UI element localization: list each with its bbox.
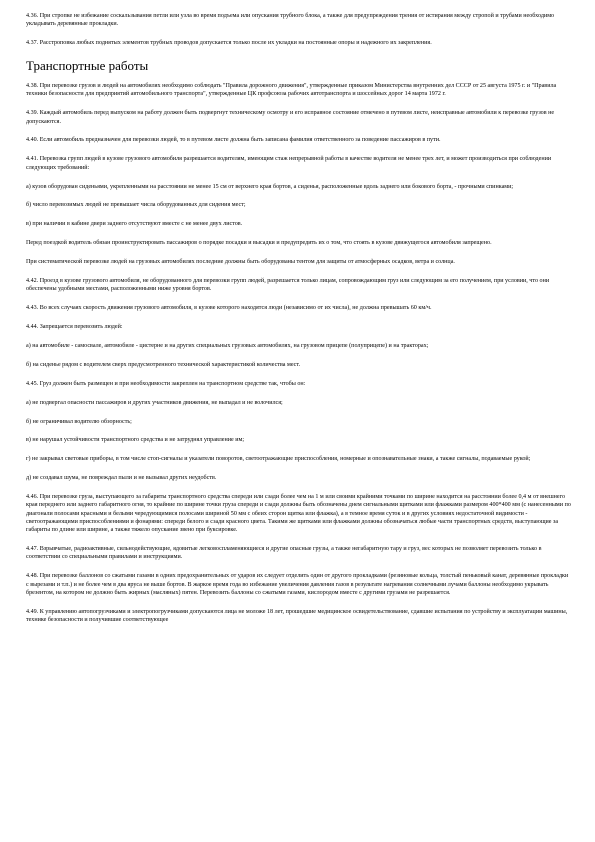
list-item-v: в) не нарушал устойчивости транспортного средства и не затруднял управление им; — [26, 437, 245, 444]
list-item-b: б) на сиденье рядом с водителем сверх предусмотренного технической характеристикой количества мест. — [26, 361, 301, 368]
paragraph-4-40: 4.40. Если автомобиль предназначен для перевозки людей, то в путевом листе должна быть записана фамилия ответственного за поведение пассажиров в пути. — [26, 137, 441, 144]
paragraph-instruction: Перед поездкой водитель обязан проинструктировать пассажиров о порядке посадки и высадки и предупредить их о том, что стоять в кузове движущегося автомобиля запрещено. — [26, 240, 492, 247]
paragraph-4-37: 4.37. Расстроповка любых поднятых элементов трубных проводов допускается только после их укладки на постоянные опоры и надежного их закрепления. — [26, 40, 432, 47]
paragraph-4-41: 4.41. Перевозка групп людей в кузове грузового автомобиля разрешается водителям, имеющим стаж непрерывной работы в качестве водителя не менее трех лет, и может производиться при соблюдении следующих требований: — [26, 156, 552, 171]
paragraph-4-45: 4.45. Груз должен быть размещен и при необходимости закреплен на транспортном средстве так, чтобы он: — [26, 380, 306, 387]
list-item-a: а) кузов оборудован сиденьями, укрепленными на расстоянии не менее 15 см от верхнего края бортов, а сиденья, расположенные вдоль заднего или бокового борта, - прочными спинками; — [26, 183, 514, 190]
list-item-g: г) не закрывал световые приборы, в том числе стоп-сигналы и указатели поворотов, светоотражающие приспособления, номерные и опознавательные знаки, а также сигналы, подаваемые рукой; — [26, 456, 531, 463]
list-item-v: в) при наличии в кабине двери заднего отсутствуют вместе с не менее двух листов. — [26, 221, 243, 228]
paragraph-4-38: 4.38. При перевозке грузов и людей на автомобилях необходимо соблюдать "Правила дорожного движения", утвержденные приказом Министерства внутренних дел СССР от 25 августа 1975 г. и "Правила техники безопасности для предприятий автомобильного транспорта", утвержденные ЦК профсоюза рабочих автотранспорта и шоссейных дорог 14 марта 1972 г. — [26, 83, 557, 98]
paragraph-4-42: 4.42. Проезд в кузове грузового автомобиля, не оборудованного для перевозки групп людей, разрешается только лицам, сопровождающим груз или следующим за его получением, при условии, что они обеспечены удобными местами, расположенными ниже уровня бортов. — [26, 277, 550, 293]
list-item-a: а) на автомобиле - самосвале, автомобиле - цистерне и на других специальных грузовых автомобилях, на грузовом прицепе (полуприцепе) и на тракторах; — [26, 342, 429, 349]
paragraph-4-44: 4.44. Запрещается перевозить людей: — [26, 324, 123, 331]
section-heading: Транспортные работы — [26, 58, 149, 74]
paragraph-4-49: 4.49. К управлению автопогрузчиками и электропогрузчиками допускаются лица не моложе 18 лет, прошедшие медицинское освидетельствование, сдавшие испытания по устройству и эксплуатации машины, технике безопасности и получившие соответствующее — [26, 608, 568, 624]
list-item-a: а) не подвергал опасности пассажиров и других участников движения, не выпадал и не волочился; — [26, 399, 283, 406]
paragraph-4-36: 4.36. При стропке не избежание соскальзывания петли или узла во время подъема или опускания трубного блока, а также для предупреждения трения от истирания между стропой и трубами необходимо укладывать деревянные прокладки. — [26, 13, 555, 28]
paragraph-systematic: При систематической перевозке людей на грузовых автомобилях последние должны быть оборудованы тентом для защиты от атмосферных осадков, ветра и солнца. — [26, 259, 455, 266]
paragraph-4-46: 4.46. При перевозке груза, выступающего за габариты транспортного средства спереди или сзади более чем на 1 м или своими крайними точками по ширине находится на расстоянии более 0,4 м от внешнего края переднего или заднего габаритного огня, то крайние по ширине точки груза спереди и сзади должны быть обозначены днем сигнальными щитками или флажками размером 400*400 мм (с нанесенными по диагонали полосами красными и белыми чередующимися полосами шириной 50 мм с обеих сторон щитка или флажка), а в темное время суток и в других условиях недостаточной видимости - светоотражающими приспособлениями и фонарями: спереди белого и сзади красного цвета. Такими же щитками или флажками должны обозначаться любые части транспортных средств, выступающие за габариты по длине или ширине, а также тяжело опускание звено при буксировке. — [26, 494, 571, 534]
list-item-b: б) число перевозимых людей не превышает числа оборудованных для сидения мест; — [26, 202, 246, 209]
paragraph-4-48: 4.48. При перевозке баллонов со сжатыми газами в одних предохранительных от ударов их следует отделить один от другого прокладками (резиновые кольца, толстый пеньковый канат, деревянные прокладки с вырезами и т.п.) и не более чем в два яруса не выше бортов. В жаркое время года во избежание увеличения давления газов в результате нагревания солнечными лучами баллоны необходимо укрывать брезентом, на котором не должно быть жирных (масляных) пятен. Перевозить баллоны со сжатыми газами, кислородом вместе с другими грузами не разрешается. — [26, 573, 569, 596]
paragraph-4-43: 4.43. Во всех случаях скорость движения грузового автомобиля, в кузове которого находятся люди (независимо от их числа), не должна превышать 60 км/ч. — [26, 305, 432, 312]
paragraph-4-39: 4.39. Каждый автомобиль перед выпуском на работу должен быть подвергнут техническому осмотру и его исправное состояние отмечено в путевом листе, неисправные автомобили к перевозке грузов не допускаются. — [26, 110, 555, 125]
list-item-b: б) не ограничивал водителю обзорность; — [26, 418, 132, 425]
paragraph-4-47: 4.47. Взрывчатые, радиоактивные, сильнодействующие, ядовитые легковоспламеняющиеся и другие опасные грузы, а также негабаритную тару и груз, вес которых не позволяет перевозить только в соответствии со специальными правилами и инструкциями. — [26, 546, 542, 561]
list-item-d: д) не создавал шума, не повреждал пыли и не вызывал других неудобств. — [26, 475, 217, 482]
